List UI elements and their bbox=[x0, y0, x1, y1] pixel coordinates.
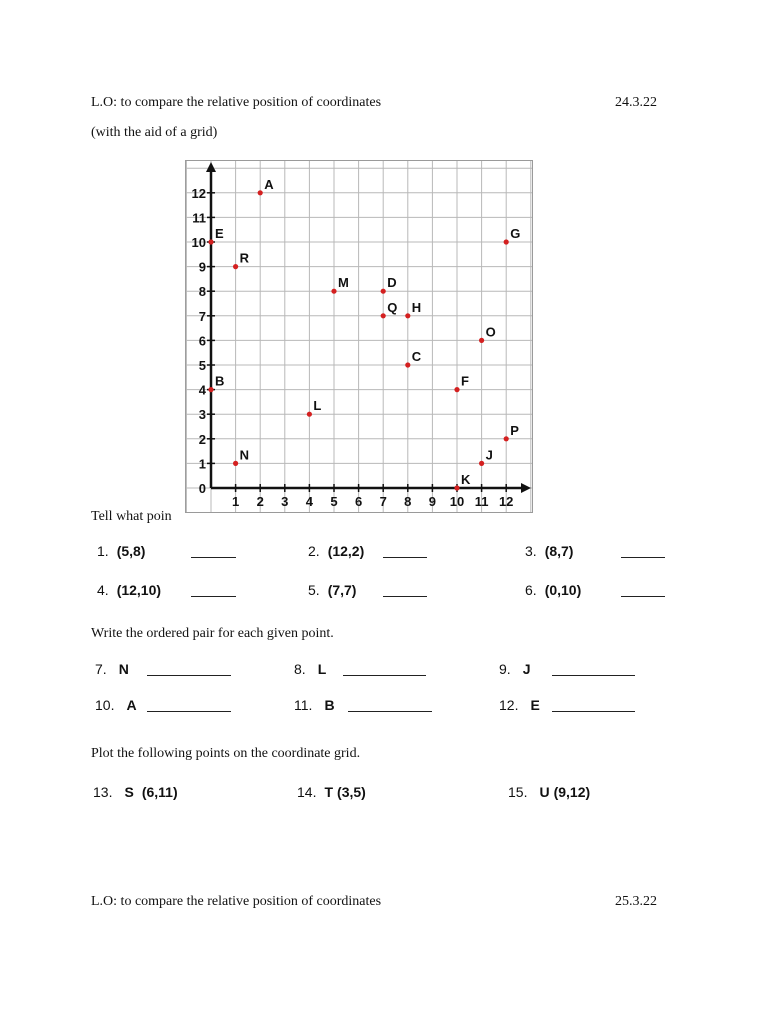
section3-instruction: Plot the following points on the coordinate grid. bbox=[91, 746, 361, 761]
question-point: U bbox=[539, 784, 550, 800]
section1-instruction: Tell what poin bbox=[91, 509, 172, 524]
question-point: S bbox=[124, 784, 134, 800]
question-14 bbox=[297, 784, 366, 802]
question-6 bbox=[525, 582, 581, 600]
answer-blank[interactable] bbox=[343, 675, 426, 676]
point-r bbox=[233, 264, 238, 269]
point-label: G bbox=[510, 226, 521, 241]
y-tick-label: 5 bbox=[198, 358, 206, 373]
question-number: 7. bbox=[95, 661, 107, 677]
answer-blank[interactable] bbox=[191, 557, 236, 558]
question-number: 6. bbox=[525, 582, 537, 598]
question-2 bbox=[308, 543, 364, 561]
learning-objective: L.O: to compare the relative position of coordinates bbox=[91, 894, 382, 909]
y-tick-label: 7 bbox=[198, 308, 206, 324]
question-number: 10. bbox=[95, 697, 115, 713]
question-coordinate: (12,2) bbox=[327, 543, 365, 559]
question-number: 5. bbox=[308, 582, 320, 598]
question-point: N bbox=[118, 661, 129, 677]
y-tick-label: 8 bbox=[198, 284, 206, 300]
y-tick-label: 4 bbox=[198, 382, 206, 398]
x-tick-label: 3 bbox=[281, 494, 289, 509]
question-number: 12. bbox=[499, 697, 519, 713]
y-axis-arrow bbox=[206, 162, 216, 172]
point-label: C bbox=[411, 349, 422, 364]
x-tick-label: 6 bbox=[354, 494, 363, 509]
point-label: D bbox=[387, 275, 397, 291]
question-coordinate: (12,10) bbox=[116, 582, 162, 598]
answer-blank[interactable] bbox=[552, 711, 635, 712]
question-coordinate: (7,7) bbox=[327, 582, 357, 598]
point-c bbox=[405, 362, 410, 367]
point-label: H bbox=[411, 299, 422, 315]
answer-blank[interactable] bbox=[191, 596, 236, 597]
point-label: F bbox=[461, 373, 469, 389]
learning-objective: L.O: to compare the relative position of coordinates bbox=[91, 95, 382, 110]
point-o bbox=[479, 338, 484, 343]
point-label: L bbox=[313, 398, 322, 414]
question-coordinate: (6,11) bbox=[141, 784, 178, 800]
question-13 bbox=[93, 784, 178, 802]
point-p bbox=[504, 436, 509, 441]
point-b bbox=[208, 387, 213, 392]
x-tick-label: 10 bbox=[449, 494, 465, 509]
question-number: 4. bbox=[97, 582, 109, 598]
answer-blank[interactable] bbox=[147, 711, 231, 712]
point-f bbox=[454, 387, 459, 392]
point-e bbox=[208, 239, 213, 244]
question-point: A bbox=[126, 697, 137, 713]
x-tick-label: 8 bbox=[404, 494, 412, 509]
x-tick-label: 2 bbox=[256, 494, 264, 509]
date: 24.3.22 bbox=[615, 95, 657, 110]
y-tick-label: 0 bbox=[198, 481, 206, 496]
answer-blank[interactable] bbox=[621, 557, 665, 558]
answer-blank[interactable] bbox=[383, 596, 427, 597]
question-point: E bbox=[530, 697, 540, 713]
answer-blank[interactable] bbox=[383, 557, 427, 558]
y-tick-label: 11 bbox=[192, 210, 206, 226]
point-label: N bbox=[239, 447, 249, 463]
x-tick-label: 1 bbox=[231, 494, 240, 509]
y-tick-label: 12 bbox=[191, 185, 206, 201]
point-label: B bbox=[215, 373, 225, 389]
point-q bbox=[381, 313, 386, 318]
x-tick-label: 9 bbox=[428, 494, 437, 509]
question-number: 2. bbox=[308, 543, 320, 559]
point-j bbox=[479, 461, 484, 466]
point-h bbox=[405, 313, 410, 318]
point-label: A bbox=[264, 176, 274, 192]
point-label: M bbox=[338, 275, 349, 291]
question-7 bbox=[95, 661, 129, 679]
point-a bbox=[258, 190, 263, 195]
question-number: 14. bbox=[297, 784, 317, 800]
answer-blank[interactable] bbox=[621, 596, 665, 597]
question-number: 8. bbox=[294, 661, 306, 677]
answer-blank[interactable] bbox=[147, 675, 231, 676]
question-coordinate: (9,12) bbox=[553, 784, 591, 800]
answer-blank[interactable] bbox=[348, 711, 432, 712]
y-tick-label: 2 bbox=[198, 431, 206, 447]
point-m bbox=[331, 289, 336, 294]
point-label: K bbox=[461, 472, 471, 487]
point-d bbox=[381, 289, 386, 294]
question-4 bbox=[97, 582, 161, 600]
y-tick-label: 1 bbox=[198, 456, 206, 472]
point-label: E bbox=[215, 226, 224, 241]
date: 25.3.22 bbox=[615, 894, 657, 909]
point-label: O bbox=[485, 324, 496, 340]
x-tick-label: 7 bbox=[379, 494, 387, 509]
question-9 bbox=[499, 661, 530, 679]
question-10 bbox=[95, 697, 137, 715]
question-5 bbox=[308, 582, 356, 600]
question-number: 15. bbox=[508, 784, 528, 800]
question-number: 9. bbox=[499, 661, 511, 677]
x-tick-label: 5 bbox=[330, 494, 338, 509]
question-8 bbox=[294, 661, 326, 679]
question-number: 3. bbox=[525, 543, 537, 559]
question-3 bbox=[525, 543, 573, 561]
answer-blank[interactable] bbox=[552, 675, 635, 676]
question-12 bbox=[499, 697, 540, 715]
x-axis-arrow bbox=[521, 483, 531, 493]
question-coordinate: (5,8) bbox=[116, 543, 146, 559]
y-tick-label: 3 bbox=[198, 407, 206, 423]
point-g bbox=[504, 239, 509, 244]
point-l bbox=[307, 412, 312, 417]
question-point: B bbox=[324, 697, 335, 713]
y-tick-label: 9 bbox=[198, 259, 206, 275]
coordinate-grid bbox=[185, 160, 535, 515]
question-number: 1. bbox=[97, 543, 109, 559]
x-tick-label: 12 bbox=[498, 494, 514, 509]
question-point: T bbox=[324, 784, 334, 800]
question-point: L bbox=[317, 661, 327, 677]
question-number: 11. bbox=[294, 697, 313, 713]
point-label: R bbox=[239, 250, 249, 266]
question-coordinate: (8,7) bbox=[544, 543, 574, 559]
question-11 bbox=[294, 697, 335, 715]
point-k bbox=[454, 485, 459, 490]
question-1 bbox=[97, 543, 145, 561]
question-15 bbox=[508, 784, 590, 802]
question-point: J bbox=[522, 661, 531, 677]
y-tick-label: 6 bbox=[198, 333, 206, 349]
x-tick-label: 11 bbox=[474, 494, 489, 509]
point-label: Q bbox=[387, 299, 398, 315]
question-number: 13. bbox=[93, 784, 113, 800]
point-label: J bbox=[485, 447, 493, 463]
y-tick-label: 10 bbox=[191, 235, 206, 250]
question-coordinate: (0,10) bbox=[544, 582, 582, 598]
section2-instruction: Write the ordered pair for each given point. bbox=[91, 626, 334, 641]
question-coordinate: (3,5) bbox=[337, 784, 366, 800]
point-n bbox=[233, 461, 238, 466]
x-tick-label: 4 bbox=[305, 494, 314, 509]
subtitle: (with the aid of a grid) bbox=[91, 125, 218, 140]
point-label: P bbox=[510, 422, 519, 438]
